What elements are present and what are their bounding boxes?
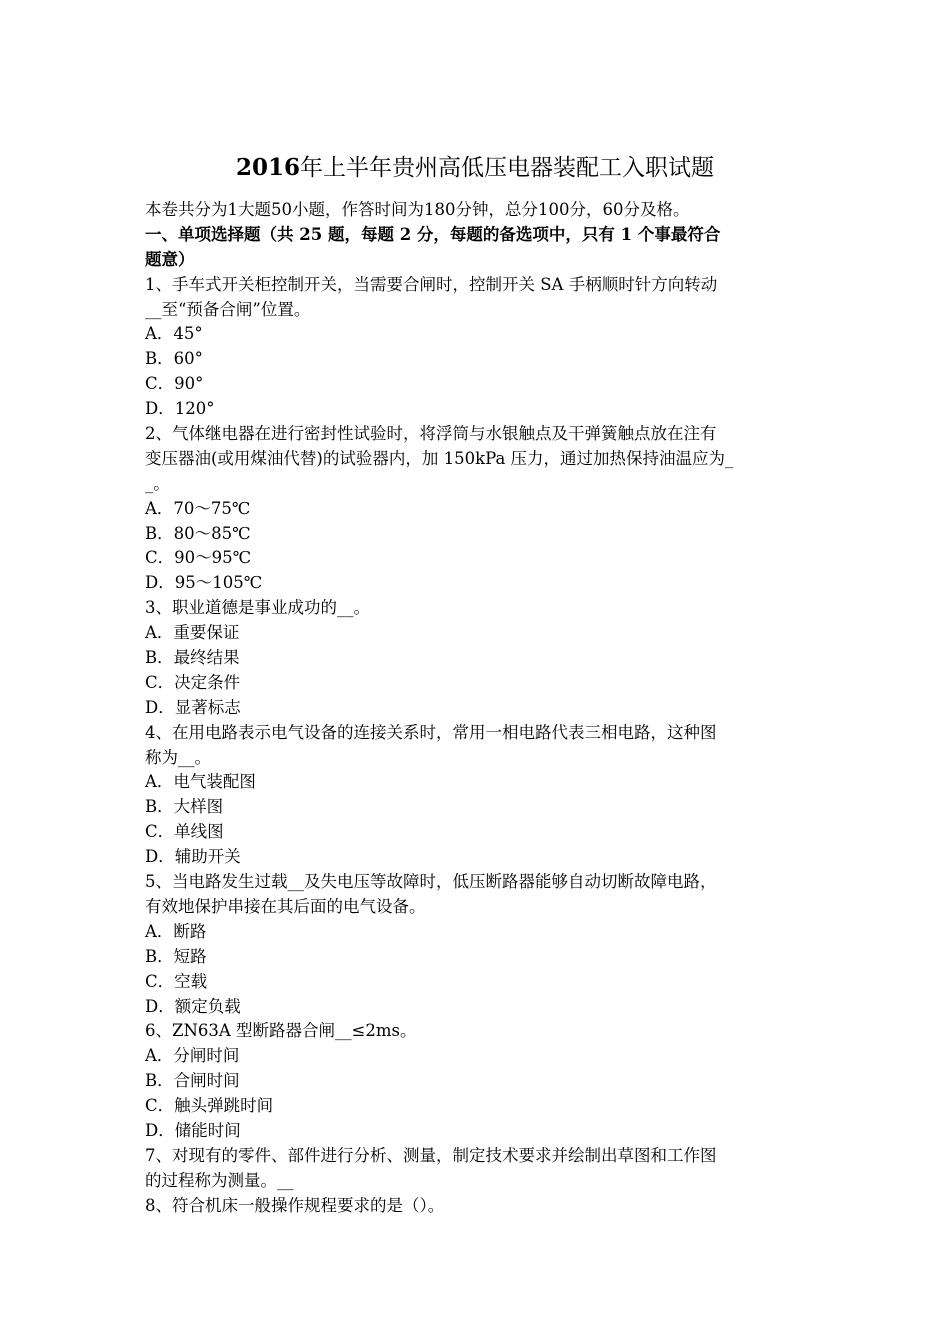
- question-stem-line: 7、对现有的零件、部件进行分析、测量，制定技术要求并绘制出草图和工作图: [145, 1145, 717, 1165]
- answer-option: C．空载: [145, 971, 208, 991]
- question-list: [145, 273, 810, 1219]
- question-item: [145, 273, 810, 422]
- question-item: [145, 870, 810, 1019]
- section-heading-continued: 题意）: [145, 249, 195, 269]
- question-stem-line: 的过程称为测量。__: [145, 1170, 294, 1190]
- question-stem-line: 6、ZN63A 型断路器合闸__≤2ms。: [145, 1021, 417, 1041]
- question-stem-line: 3、职业道德是事业成功的__。: [145, 598, 370, 618]
- document-body: [145, 198, 810, 1219]
- title-text: 年上半年贵州高低压电器装配工入职试题: [300, 155, 714, 181]
- answer-option: C．触头弹跳时间: [145, 1096, 274, 1116]
- exam-intro: 本卷共分为1大题50小题，作答时间为180分钟，总分100分，60分及格。: [145, 200, 690, 219]
- question-stem-line: 变压器油(或用煤油代替)的试验器内，加 150kPa 压力，通过加热保持油温应为_: [145, 448, 734, 468]
- answer-option: C．90～95℃: [145, 548, 252, 568]
- answer-option: A．分闸时间: [145, 1046, 240, 1066]
- answer-option: A．重要保证: [145, 623, 240, 643]
- answer-option: C．决定条件: [145, 672, 241, 692]
- answer-option: A．70～75℃: [145, 498, 251, 518]
- answer-option: B．60°: [145, 349, 203, 369]
- answer-option: B．最终结果: [145, 648, 240, 668]
- answer-option: D．额定负载: [145, 996, 241, 1016]
- question-stem-line: 有效地保护串接在其后面的电气设备。: [145, 896, 426, 916]
- answer-option: B．80～85℃: [145, 523, 251, 543]
- question-item: [145, 1019, 810, 1143]
- page-title: [0, 150, 950, 186]
- question-item: [145, 1144, 810, 1194]
- answer-option: D．95～105℃: [145, 573, 263, 593]
- answer-option: A．断路: [145, 921, 207, 941]
- question-item: [145, 422, 810, 596]
- answer-option: D．储能时间: [145, 1120, 241, 1140]
- question-stem-line: 5、当电路发生过载__及失电压等故障时，低压断路器能够自动切断故障电路，: [145, 872, 717, 892]
- answer-option: B．合闸时间: [145, 1071, 240, 1091]
- answer-option: D．120°: [145, 399, 215, 419]
- question-stem-line: 称为__。: [145, 747, 211, 767]
- answer-option: A．45°: [145, 324, 203, 344]
- question-item: [145, 1194, 810, 1219]
- answer-option: C．单线图: [145, 822, 224, 842]
- question-item: [145, 596, 810, 720]
- section-heading: 一、单项选择题（共 25 题，每题 2 分，每题的备选项中，只有 1 个事最符合: [145, 224, 721, 244]
- question-stem-line: __至“预备合闸”位置。: [145, 299, 311, 319]
- answer-option: B．大样图: [145, 797, 224, 817]
- answer-option: C．90°: [145, 374, 204, 394]
- answer-option: D．显著标志: [145, 697, 241, 717]
- question-stem-line: 1、手车式开关柜控制开关，当需要合闸时，控制开关 SA 手柄顺时针方向转动: [145, 274, 718, 294]
- answer-option: A．电气装配图: [145, 772, 256, 792]
- question-item: [145, 721, 810, 870]
- question-stem-line: 8、符合机床一般操作规程要求的是（）。: [145, 1195, 445, 1215]
- question-stem-line: 2、气体继电器在进行密封性试验时，将浮筒与水银触点及干弹簧触点放在注有: [145, 424, 717, 444]
- answer-option: D．辅助开关: [145, 847, 241, 867]
- title-year: 2016: [235, 154, 300, 181]
- question-stem-line: 4、在用电路表示电气设备的连接关系时，常用一相电路代表三相电路，这种图: [145, 722, 717, 742]
- question-stem-line: _。: [145, 473, 170, 493]
- answer-option: B．短路: [145, 946, 207, 966]
